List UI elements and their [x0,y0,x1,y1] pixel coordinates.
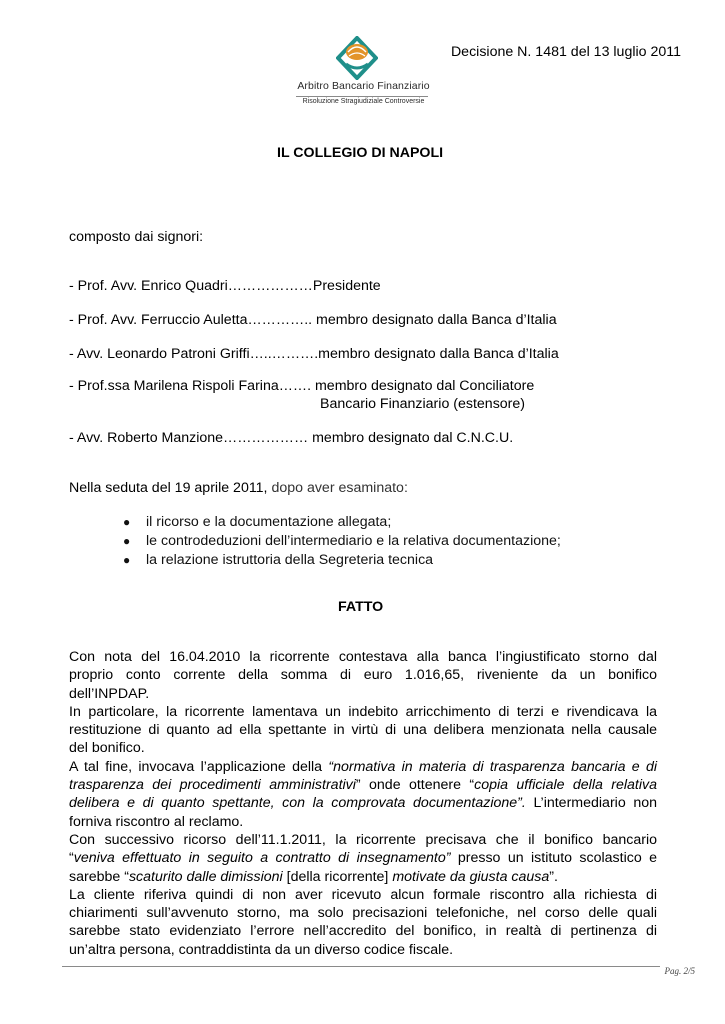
body-line: trasparenza dei procedimenti amministrativi” onde ottenere “copia ufficiale della relativa [69,777,657,794]
body-line: A tal fine, invocava l’applicazione della “normativa in materia di trasparenza bancaria e di [69,758,658,775]
bullet-icon: ● [123,553,131,567]
logo-subtitle: Risoluzione Stragiudiziale Controversie [302,98,425,105]
body-line: proprio conto corrente della somma di euro 1.016,65, riveniente da un bonifico [69,667,657,684]
body-line: dell’INPDAP. [69,685,150,702]
section-title: FATTO [338,599,384,615]
page-number: Pag. 2/5 [664,966,695,976]
body-line: del bonifico. [69,740,145,757]
member-line: - Prof.ssa Marilena Rispoli Farina……. membro designato dal Conciliatore [69,378,535,394]
member-line: - Prof. Avv. Enrico Quadri………………Presidente [69,278,381,294]
body-line: delibera e di quanto spettante, con la comprovata documentazione”. L’intermediario non [69,795,657,812]
session-date-text: Nella seduta del 19 aprile 2011, [69,480,268,496]
abf-logo [296,36,431,108]
body-line: “veniva effettuato in seguito a contratto di insegnamento” presso un istituto scolastico e [69,850,657,867]
footer-divider [62,966,660,967]
body-line: restituzione di quanto ad ella spettante in virtù di una delibera menzionata nella causale [69,722,657,739]
body-line: La cliente riferiva quindi di non aver ricevuto alcun formale riscontro alla richiesta di [69,886,657,903]
body-line: chiarimenti sull’avvenuto storno, ma solo precisazioni telefoniche, nel corso delle quali [69,905,657,922]
intro-text: composto dai signori: [69,229,204,245]
body-line: un’altra persona, contraddistinta da un diverso codice fiscale. [69,941,454,958]
examined-documents-list [120,513,561,570]
body-line: Con nota del 16.04.2010 la ricorrente contestava alla banca l’ingiustificato storno dal [69,649,657,665]
bullet-icon: ● [123,515,131,529]
fatto-body [69,648,657,959]
decision-number: Decisione N. 1481 del 13 luglio 2011 [450,44,681,60]
member-line: - Avv. Leonardo Patroni Griffi…..……….membro designato dalla Banca d’Italia [69,346,559,362]
member-line: - Prof. Avv. Ferruccio Auletta………….. membro designato dalla Banca d’Italia [69,312,557,328]
list-item: ● la relazione istruttoria della Segreteria tecnica [123,552,434,568]
body-line: forniva riscontro al reclamo. [69,813,244,830]
session-line [69,480,408,496]
member-line: - Avv. Roberto Manzione……………… membro designato dal C.N.C.U. [69,430,514,446]
body-line: Con successivo ricorso dell’11.1.2011, la ricorrente precisava che il bonifico bancario [69,831,657,848]
bullet-icon: ● [123,534,131,548]
list-item: ● il ricorso e la documentazione allegata; [123,514,392,530]
body-line: sarebbe “scaturito dalle dimissioni [della ricorrente] motivate da giusta causa”. [69,868,558,885]
list-item: ● le controdeduzioni dell’intermediario e la relativa documentazione; [123,533,561,549]
session-after-text: dopo aver esaminato: [267,480,408,496]
logo-name: Arbitro Bancario Finanziario [297,80,430,92]
member-line-continued: Bancario Finanziario (estensore) [320,396,526,412]
logo-divider [296,96,428,97]
body-line: In particolare, la ricorrente lamentava un indebito arricchimento di terzi e rivendicava la [69,703,657,720]
body-line: sarebbe stato evidenziato l’errore nell’accredito del bonifico, in realtà di pertinenza di [69,923,657,940]
abf-emblem-icon [336,36,378,80]
page-title: IL COLLEGIO DI NAPOLI [277,145,444,161]
